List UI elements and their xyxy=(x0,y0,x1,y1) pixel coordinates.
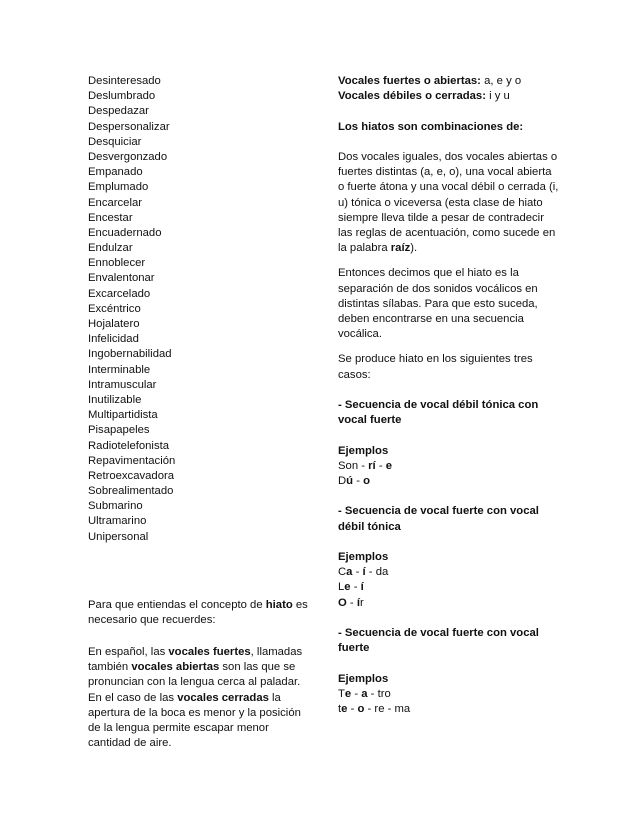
example-syllable-bold: O xyxy=(338,596,347,609)
example-syllable: T xyxy=(338,687,345,700)
example-line xyxy=(338,565,560,580)
example-line xyxy=(338,474,560,489)
example-line xyxy=(338,459,560,474)
word-list-item: Pisapapeles xyxy=(88,424,150,437)
combos-bold-raiz: raíz xyxy=(390,242,411,255)
word-list-item: Radiotelefonista xyxy=(88,439,170,452)
case2-examples xyxy=(338,565,560,611)
word-list-item: Encarcelar xyxy=(88,196,142,209)
intro-bold: vocales fuertes xyxy=(168,646,251,658)
case3-heading: - Secuencia de vocal fuerte con vocal fuerte xyxy=(338,627,539,655)
intro-paragraph-vocales xyxy=(88,645,308,751)
word-list-item: Empanado xyxy=(88,166,143,179)
example-syllable: - xyxy=(352,566,363,579)
word-list-item: Inutilizable xyxy=(88,393,142,406)
case2-heading: - Secuencia de vocal fuerte con vocal débil tónica xyxy=(338,505,539,533)
example-syllable: - re - ma xyxy=(364,703,411,715)
right-column xyxy=(338,74,560,717)
word-list-item: Infelicidad xyxy=(88,333,139,346)
combinaciones-paragraph xyxy=(338,150,560,256)
debiles-label: Vocales débiles o cerradas: xyxy=(338,90,486,103)
example-syllable: - xyxy=(346,596,357,609)
example-line xyxy=(338,702,560,717)
word-list-item: Unipersonal xyxy=(88,530,149,543)
example-syllable-bold: e xyxy=(344,687,352,700)
intro-bold-hiato: hiato xyxy=(265,599,293,611)
word-list-item: Deslumbrado xyxy=(88,90,156,103)
hiatos-heading: Los hiatos son combinaciones de: xyxy=(338,120,524,133)
example-syllable-bold: o xyxy=(363,475,371,488)
case2-ejemplos-label: Ejemplos xyxy=(338,551,389,563)
word-list-item: Despersonalizar xyxy=(88,120,170,133)
example-syllable-bold: í xyxy=(362,566,366,579)
word-list-item: Ultramarino xyxy=(88,515,147,528)
intro-text: son las que se pronuncian con la lengua cerca al paladar. En el caso de las xyxy=(88,661,301,704)
intro-text: , llamadas también xyxy=(88,646,303,674)
word-list-item: Multipartidista xyxy=(88,409,158,422)
fuertes-value: a, e y o xyxy=(480,75,522,87)
example-syllable: t xyxy=(338,703,342,715)
example-line xyxy=(338,596,560,611)
example-syllable-bold: e xyxy=(385,459,393,472)
fuertes-label: Vocales fuertes o abiertas: xyxy=(338,75,481,87)
example-syllable: Son - xyxy=(338,459,369,472)
word-list-item: Interminable xyxy=(88,363,151,376)
case1-ejemplos-label: Ejemplos xyxy=(338,444,389,457)
example-syllable: D xyxy=(338,475,347,488)
word-list-item: Endulzar xyxy=(88,242,133,255)
intro-paragraph-hiato xyxy=(88,598,308,628)
example-syllable: - xyxy=(350,581,361,594)
intro-text: es necesario que recuerdes: xyxy=(88,599,308,627)
example-syllable-bold: í xyxy=(360,581,364,594)
combos-text: Dos vocales iguales, dos vocales abiertas o fuertes distintas (a, e, o), una vocal abierta o fuerte átona y una vocal débil o cerrada (i, u) tónica o viceversa (esta clase de hiato siempre lleva tilde a pesar de contradecir las reglas de acentuación, como sucede en la palabra xyxy=(338,150,559,255)
word-list-item: Repavimentación xyxy=(88,454,176,467)
word-list-item: Desvergonzado xyxy=(88,150,168,163)
example-syllable-bold: ú xyxy=(346,475,354,488)
example-syllable-bold: a xyxy=(361,687,368,700)
example-syllable-bold: e xyxy=(344,581,351,594)
word-list-item: Excarcelado xyxy=(88,287,151,300)
intro-text: En español, las xyxy=(88,646,169,658)
word-list-item: Hojalatero xyxy=(88,318,140,330)
vocales-debiles-line xyxy=(338,89,560,104)
example-syllable-bold: rí xyxy=(368,459,376,472)
example-syllable: C xyxy=(338,566,347,579)
word-list-item: Encuadernado xyxy=(88,226,162,239)
word-list-item: Desinteresado xyxy=(88,75,161,87)
example-syllable: r xyxy=(359,596,364,609)
word-list-item: Ennoblecer xyxy=(88,257,146,270)
intro-bold: vocales abiertas xyxy=(131,661,220,674)
vocales-fuertes-line xyxy=(338,74,560,89)
word-list-item: Desquiciar xyxy=(88,135,142,148)
example-syllable: - xyxy=(347,703,358,715)
case3-ejemplos-label: Ejemplos xyxy=(338,672,389,685)
example-line xyxy=(338,580,560,595)
word-list xyxy=(88,74,308,545)
tres-casos-paragraph: Se produce hiato en los siguientes tres casos: xyxy=(338,353,533,381)
example-syllable-bold: o xyxy=(357,703,365,715)
word-list-item: Encestar xyxy=(88,211,133,224)
word-list-item: Envalentonar xyxy=(88,272,155,285)
intro-text: Para que entiendas el concepto de xyxy=(88,599,266,611)
example-syllable-bold: í xyxy=(356,596,360,609)
word-list-item: Submarino xyxy=(88,500,143,513)
word-list-item: Retroexcavadora xyxy=(88,469,175,482)
combos-text: ). xyxy=(410,242,418,255)
example-syllable: - da xyxy=(365,566,389,579)
intro-text: la apertura de la boca es menor y la posición de la lengua permite escapar menor cantidad de aire. xyxy=(88,691,301,750)
example-syllable: - tro xyxy=(367,687,391,700)
word-list-item: Emplumado xyxy=(88,181,149,194)
example-syllable-bold: e xyxy=(341,703,348,715)
word-list-item: Excéntrico xyxy=(88,302,141,315)
word-list-item: Sobrealimentado xyxy=(88,485,174,498)
case3-examples xyxy=(338,687,560,717)
example-syllable: - xyxy=(353,475,364,488)
word-list-item: Intramuscular xyxy=(88,378,157,391)
intro-bold: vocales cerradas xyxy=(177,691,269,704)
example-syllable: - xyxy=(375,459,386,472)
case1-examples xyxy=(338,459,560,489)
separacion-paragraph: Entonces decimos que el hiato es la separación de dos sonidos vocálicos en distintas sílabas. Para que esto suceda, deben encontrarse en una secuencia vocálica. xyxy=(338,267,538,341)
example-syllable: - xyxy=(351,687,362,700)
debiles-value: i y u xyxy=(485,90,510,103)
example-syllable-bold: a xyxy=(346,566,353,579)
example-syllable: L xyxy=(338,581,345,594)
example-line xyxy=(338,687,560,702)
word-list-item: Despedazar xyxy=(88,105,149,118)
word-list-item: Ingobernabilidad xyxy=(88,348,172,361)
case1-heading: - Secuencia de vocal débil tónica con vocal fuerte xyxy=(338,399,539,427)
